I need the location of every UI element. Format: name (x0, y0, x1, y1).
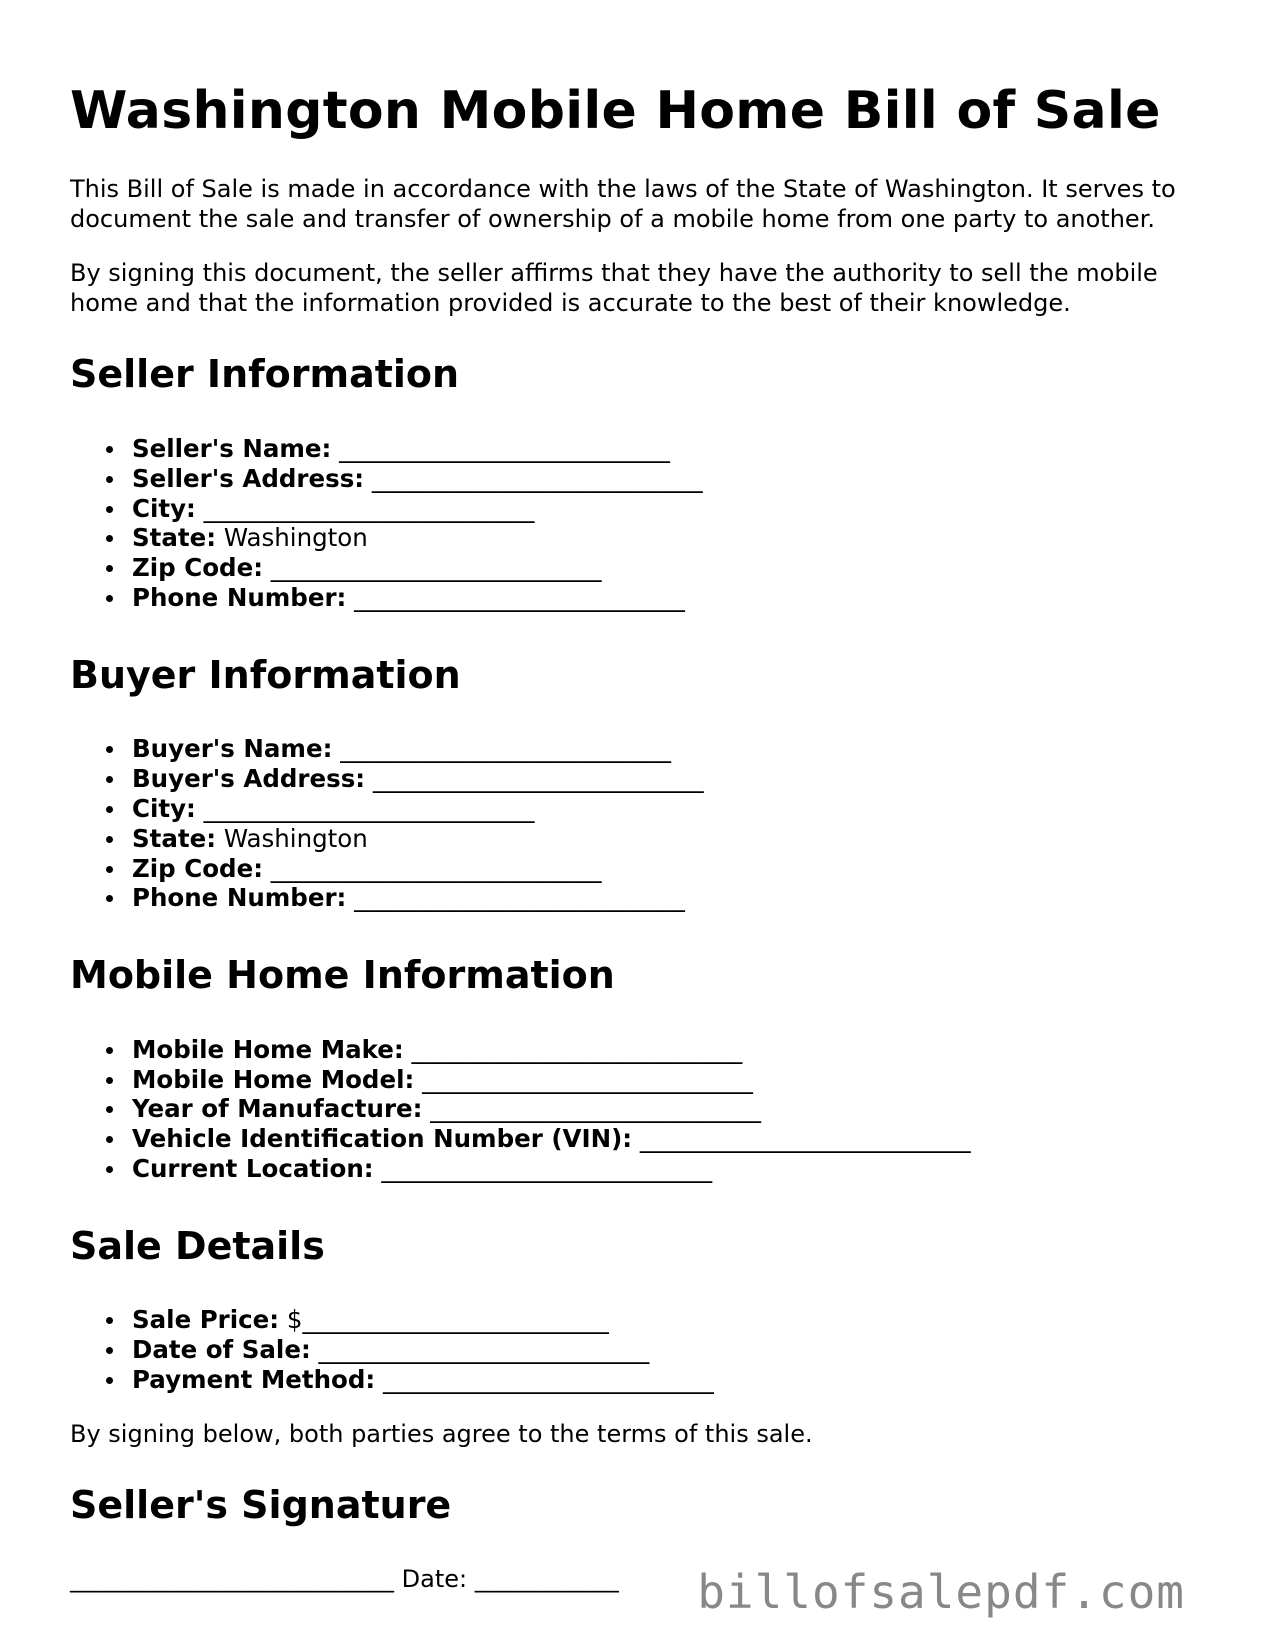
field-label: Payment Method: (132, 1364, 376, 1394)
field-label: Zip Code: (132, 853, 263, 883)
intro-paragraph-1: This Bill of Sale is made in accordance with the laws of the State of Washington. It serves to document the sale and transfer of ownership of a mobile home from one party to another. (70, 175, 1176, 234)
field-label: State: (132, 823, 217, 853)
agreement-text: By signing below, both parties agree to the terms of this sale. (70, 1419, 813, 1448)
date-blank: ____________ (474, 1565, 619, 1594)
list-item (132, 1335, 1220, 1365)
field-value: ___________________________ (422, 1064, 753, 1094)
mobile-home-section-heading: Mobile Home Information (70, 953, 615, 998)
list-item (132, 583, 1220, 613)
field-label: Vehicle Identification Number (VIN): (132, 1124, 633, 1154)
list-item (132, 523, 1220, 553)
list-item (132, 1094, 1220, 1124)
document-page (70, 80, 1220, 1594)
list-item (132, 1035, 1220, 1065)
field-label: Mobile Home Make: (132, 1034, 404, 1064)
field-value: Washington (223, 823, 368, 853)
list-item (132, 494, 1220, 524)
field-label: Current Location: (132, 1153, 374, 1183)
list-item (132, 464, 1220, 494)
date-label: Date: (401, 1565, 468, 1594)
field-value: ___________________________ (383, 1364, 714, 1394)
mobile-home-field-list (70, 1035, 1220, 1184)
field-value: $_________________________ (286, 1305, 609, 1335)
field-value: ___________________________ (203, 793, 535, 823)
field-value: ___________________________ (270, 553, 602, 583)
list-item (132, 434, 1220, 464)
signature-blank: ___________________________ (70, 1565, 394, 1594)
field-label: Seller's Name: (132, 433, 332, 463)
field-value: ___________________________ (270, 853, 602, 883)
field-label: Phone Number: (132, 582, 347, 612)
list-item (132, 794, 1220, 824)
seller-field-list (70, 434, 1220, 613)
page-title: Washington Mobile Home Bill of Sale (70, 81, 1161, 141)
sale-section-heading: Sale Details (70, 1223, 325, 1268)
field-value: ___________________________ (340, 734, 671, 764)
seller-signature-heading: Seller's Signature (70, 1482, 452, 1527)
field-value: ___________________________ (318, 1335, 650, 1365)
list-item (132, 1154, 1220, 1184)
field-value: ___________________________ (430, 1094, 761, 1124)
field-label: City: (132, 793, 196, 823)
list-item (132, 1124, 1220, 1154)
sale-field-list (70, 1305, 1220, 1394)
field-label: City: (132, 493, 196, 523)
list-item (132, 854, 1220, 884)
list-item (132, 734, 1220, 764)
field-value: ___________________________ (639, 1124, 971, 1154)
field-label: Buyer's Address: (132, 764, 366, 794)
field-label: State: (132, 523, 217, 553)
list-item (132, 1305, 1220, 1335)
list-item (132, 883, 1220, 913)
field-value: ___________________________ (381, 1153, 713, 1183)
field-label: Buyer's Name: (132, 734, 333, 764)
field-value: ___________________________ (411, 1034, 743, 1064)
field-value: ___________________________ (339, 433, 670, 463)
field-label: Zip Code: (132, 553, 263, 583)
list-item (132, 1365, 1220, 1395)
field-value: ___________________________ (372, 764, 704, 794)
field-value: Washington (223, 523, 368, 553)
seller-section-heading: Seller Information (70, 352, 460, 397)
field-label: Mobile Home Model: (132, 1064, 415, 1094)
field-value: ___________________________ (354, 582, 685, 612)
list-item (132, 764, 1220, 794)
list-item (132, 553, 1220, 583)
intro-paragraph-2: By signing this document, the seller affirms that they have the authority to sell the mobile home and that the information provided is accurate to the best of their knowledge. (70, 259, 1158, 318)
list-item (132, 1065, 1220, 1095)
buyer-field-list (70, 734, 1220, 913)
field-label: Year of Manufacture: (132, 1094, 423, 1124)
field-label: Date of Sale: (132, 1335, 311, 1365)
watermark: billofsalepdf.com (697, 1565, 1185, 1619)
buyer-section-heading: Buyer Information (70, 652, 461, 697)
list-item (132, 824, 1220, 854)
field-label: Seller's Address: (132, 463, 365, 493)
field-value: ___________________________ (354, 883, 685, 913)
field-label: Sale Price: (132, 1305, 280, 1335)
field-label: Phone Number: (132, 883, 347, 913)
field-value: ___________________________ (203, 493, 535, 523)
field-value: ___________________________ (371, 463, 703, 493)
